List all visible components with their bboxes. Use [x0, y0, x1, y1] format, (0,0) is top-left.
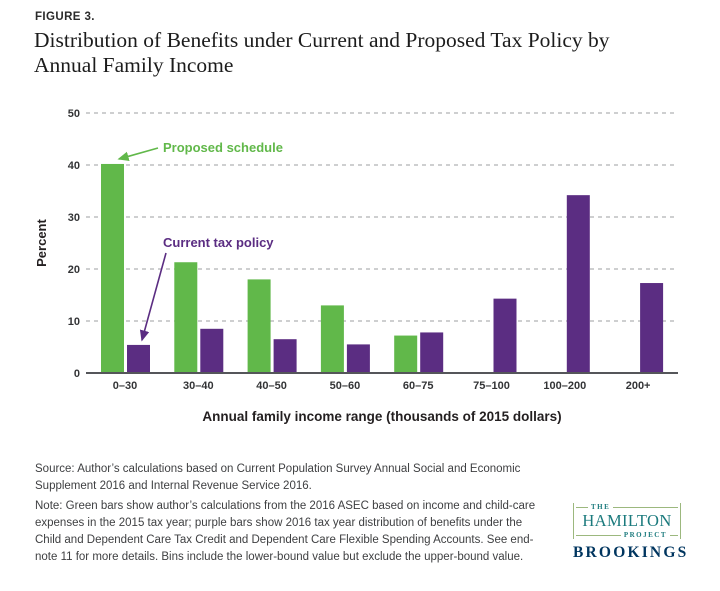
annotation-current-arrow [142, 253, 166, 340]
source-line: Supplement 2016 and Internal Revenue Service 2016. [35, 480, 312, 492]
x-tick-label: 100–200 [543, 380, 587, 392]
chart-title-line-1: Distribution of Benefits under Current and Proposed Tax Policy by [34, 28, 610, 52]
logo-top-rule [576, 503, 678, 511]
y-tick-label: 50 [67, 108, 80, 120]
hamilton-brookings-logo [573, 503, 689, 562]
x-tick-label: 40–50 [256, 380, 287, 392]
note-text [35, 498, 535, 566]
note-line: Child and Dependent Care Tax Credit and Dependent Care Flexible Spending Accounts. See end- [35, 534, 534, 546]
bar-current [274, 339, 297, 373]
x-tick-label: 30–40 [183, 380, 214, 392]
y-tick-label: 40 [67, 160, 80, 172]
bar-proposed [394, 336, 417, 373]
bar-current [420, 332, 443, 373]
bar-current [494, 299, 517, 373]
bar-current [640, 283, 663, 373]
bar-proposed [101, 164, 124, 373]
x-tick-label: 50–60 [329, 380, 361, 392]
chart-title-line-2: Annual Family Income [34, 53, 234, 77]
y-tick-label: 30 [67, 212, 80, 224]
x-tick-label: 60–75 [402, 380, 434, 392]
logo-rule-segment [576, 535, 621, 536]
y-tick-label: 0 [73, 368, 80, 380]
note-line: expenses in the 2015 tax year; purple bars show 2016 tax year distribution of benefits under the [35, 517, 523, 529]
logo-rule-segment [613, 507, 678, 508]
note-line: Note: Green bars show author’s calculations from the 2016 ASEC based on income and child-care [35, 500, 536, 512]
x-tick-label: 200+ [625, 380, 651, 392]
x-axis-title: Annual family income range (thousands of 2015 dollars) [202, 409, 562, 424]
bar-proposed [174, 262, 197, 373]
bar-chart [0, 95, 720, 440]
bar-current [127, 345, 150, 373]
bar-proposed [248, 279, 271, 373]
annotation-proposed-label: Proposed schedule [163, 140, 283, 155]
y-tick-label: 20 [67, 264, 80, 276]
hamilton-project-logo [573, 503, 681, 539]
bar-current [200, 329, 223, 373]
annotation-proposed-arrow [119, 148, 158, 159]
x-tick-label: 75–100 [473, 380, 510, 392]
brookings-logo-text: BROOKINGS [573, 544, 689, 561]
x-tick-label: 0–30 [112, 380, 138, 392]
logo-the-text: THE [591, 503, 611, 511]
logo-hamilton-text: HAMILTON [582, 511, 672, 530]
bar-current [347, 344, 370, 373]
y-axis-label: Percent [34, 219, 49, 267]
chart-title [34, 28, 610, 78]
bar-current [567, 195, 590, 373]
bar-proposed [321, 305, 344, 373]
source-text [35, 461, 520, 495]
note-line: note 11 for more details. Bins include the lower-bound value but exclude the upper-bound value. [35, 551, 524, 563]
figure-label: FIGURE 3. [35, 11, 95, 23]
logo-project-text: PROJECT [623, 531, 667, 539]
annotation-current-label: Current tax policy [163, 235, 274, 250]
source-line: Source: Author’s calculations based on Current Population Survey Annual Social and Economic [35, 463, 521, 475]
y-tick-label: 10 [67, 316, 80, 328]
logo-rule-segment [576, 507, 588, 508]
logo-bottom-rule [576, 531, 678, 539]
logo-rule-segment [670, 535, 678, 536]
